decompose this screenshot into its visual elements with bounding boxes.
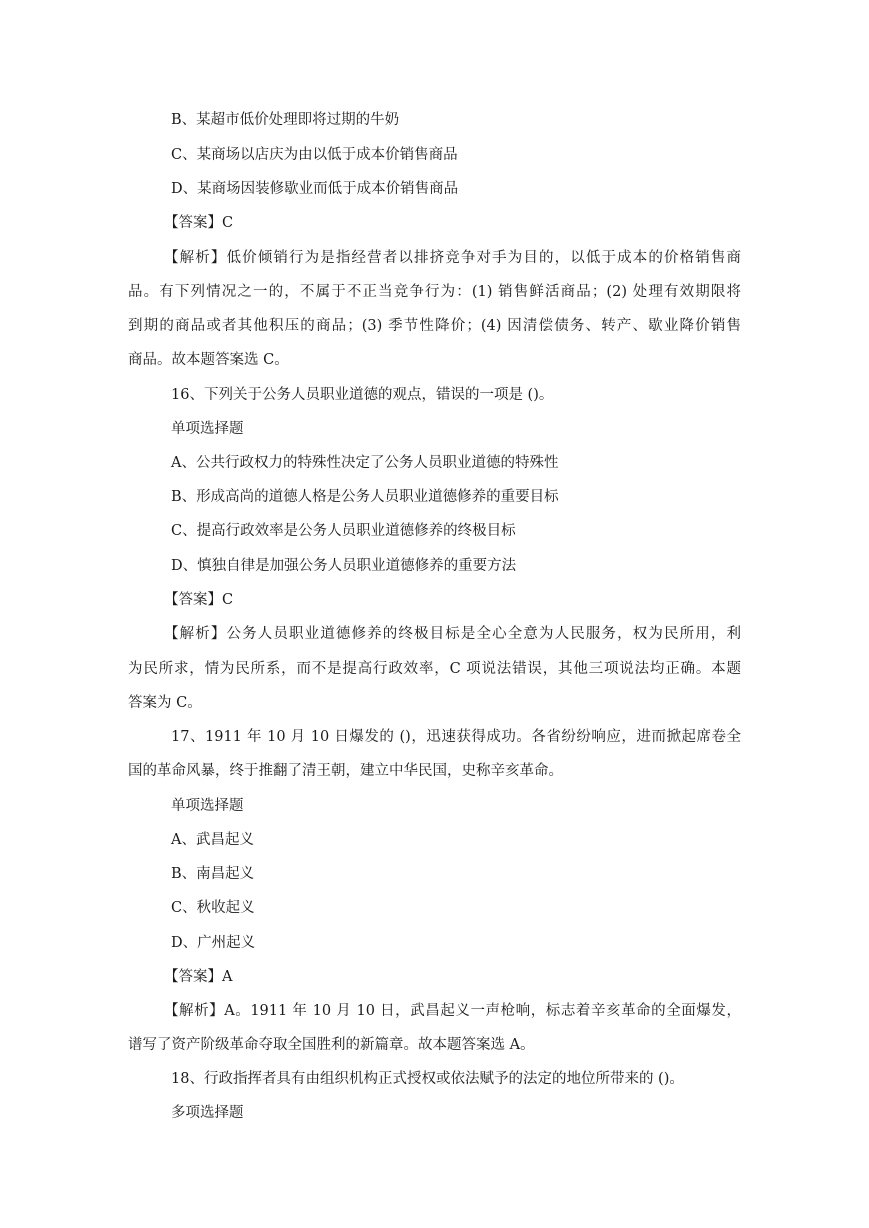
question-type-q16: 单项选择题 bbox=[171, 421, 244, 437]
option-d-q16: D、慎独自律是加强公务人员职业道德修养的重要方法 bbox=[171, 558, 517, 574]
question-17-line-1: 17、1911 年 10 月 10 日爆发的 ()，迅速获得成功。各省纷纷响应，进而掀起席卷全 bbox=[171, 729, 741, 745]
option-c-q16: C、提高行政效率是公务人员职业道德修养的终极目标 bbox=[171, 523, 516, 539]
option-a-q17: A、武昌起义 bbox=[171, 832, 254, 848]
question-type-q18: 多项选择题 bbox=[171, 1105, 244, 1121]
analysis-q15-line-1: 【解析】低价倾销行为是指经营者以排挤竞争对手为目的，以低于成本的价格销售商 bbox=[164, 250, 741, 266]
answer-q17: 【答案】A bbox=[164, 969, 233, 985]
answer-q15: 【答案】C bbox=[164, 215, 234, 231]
option-d-q15: D、某商场因装修歇业而低于成本价销售商品 bbox=[171, 181, 459, 197]
analysis-q15-line-2: 品。有下列情况之一的，不属于不正当竞争行为：(1) 销售鲜活商品；(2) 处理有效期限将 bbox=[128, 284, 741, 300]
question-17-line-2: 国的革命风暴，终于推翻了清王朝，建立中华民国，史称辛亥革命。 bbox=[128, 763, 563, 779]
analysis-q17-line-1: 【解析】A。1911 年 10 月 10 日，武昌起义一声枪响，标志着辛亥革命的全面爆发， bbox=[164, 1003, 741, 1019]
analysis-q17-line-2: 谱写了资产阶级革命夺取全国胜利的新篇章。故本题答案选 A。 bbox=[128, 1037, 535, 1053]
option-b-q16: B、形成高尚的道德人格是公务人员职业道德修养的重要目标 bbox=[171, 489, 559, 505]
option-b-q15: B、某超市低价处理即将过期的牛奶 bbox=[171, 112, 400, 128]
analysis-q16-line-2: 为民所求，情为民所系，而不是提高行政效率，C 项说法错误，其他三项说法均正确。本题 bbox=[128, 661, 741, 677]
option-c-q15: C、某商场以店庆为由以低于成本价销售商品 bbox=[171, 147, 458, 163]
option-c-q17: C、秋收起义 bbox=[171, 900, 255, 916]
analysis-q15-line-4: 商品。故本题答案选 C。 bbox=[128, 352, 289, 368]
option-a-q16: A、公共行政权力的特殊性决定了公务人员职业道德的特殊性 bbox=[171, 455, 559, 471]
question-type-q17: 单项选择题 bbox=[171, 798, 244, 814]
question-16: 16、下列关于公务人员职业道德的观点，错误的一项是 ()。 bbox=[171, 387, 554, 403]
analysis-q16-line-3: 答案为 C。 bbox=[128, 695, 202, 711]
answer-q16: 【答案】C bbox=[164, 592, 234, 608]
option-b-q17: B、南昌起义 bbox=[171, 866, 255, 882]
analysis-q15-line-3: 到期的商品或者其他积压的商品；(3) 季节性降价；(4) 因清偿债务、转产、歇业降价销售 bbox=[128, 318, 741, 334]
analysis-q16-line-1: 【解析】公务人员职业道德修养的终极目标是全心全意为人民服务，权为民所用，利 bbox=[164, 626, 741, 642]
question-18: 18、行政指挥者具有由组织机构正式授权或依法赋予的法定的地位所带来的 ()。 bbox=[171, 1071, 684, 1087]
option-d-q17: D、广州起义 bbox=[171, 935, 256, 951]
